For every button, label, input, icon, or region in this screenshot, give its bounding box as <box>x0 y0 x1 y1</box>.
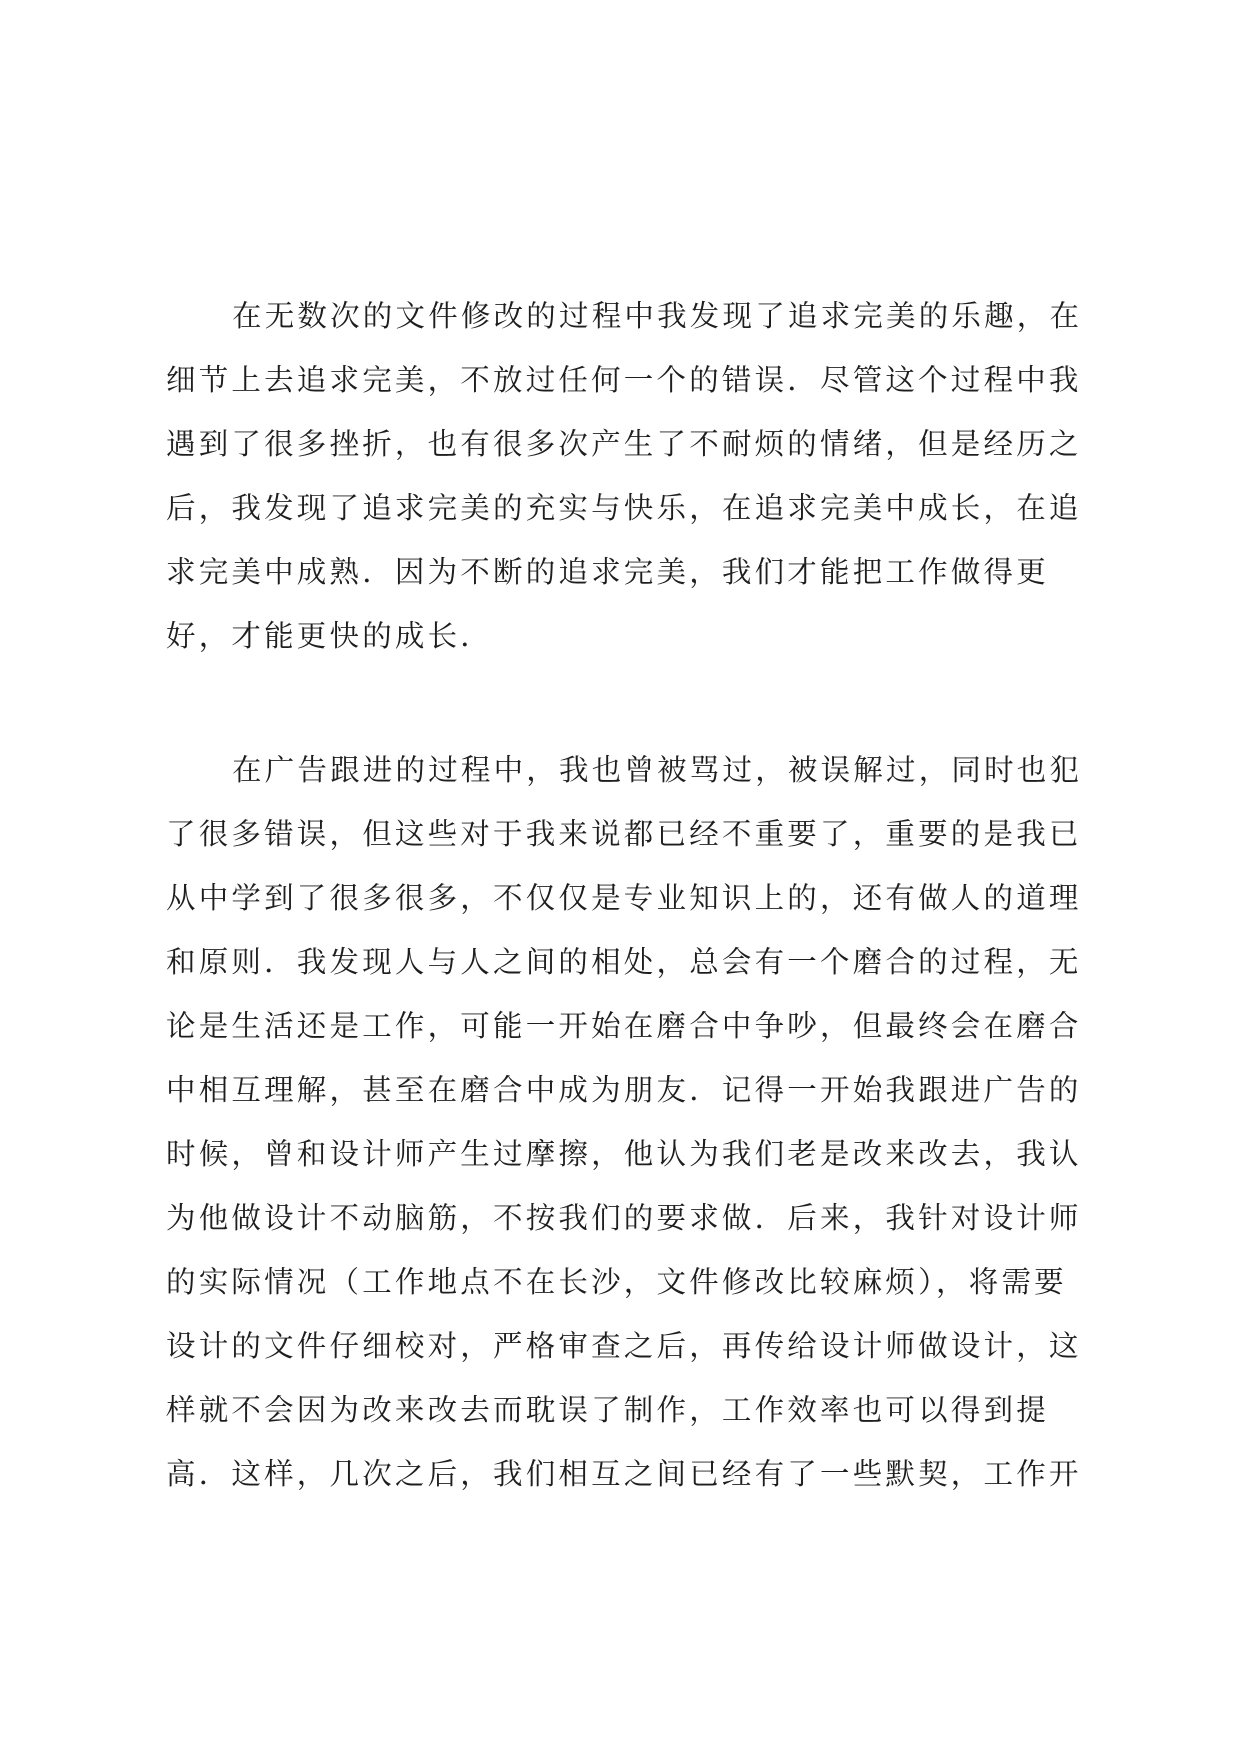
paragraph-line: 论是生活还是工作，可能一开始在磨合中争吵，但最终会在磨合 <box>166 1009 1082 1043</box>
paragraph-line: 设计的文件仔细校对，严格审查之后，再传给设计师做设计，这 <box>166 1329 1082 1363</box>
paragraph-line: 和原则．我发现人与人之间的相处，总会有一个磨合的过程，无 <box>166 945 1082 979</box>
paragraph-line: 时候，曾和设计师产生过摩擦，他认为我们老是改来改去，我认 <box>166 1137 1082 1171</box>
paragraph-line: 样就不会因为改来改去而耽误了制作，工作效率也可以得到提 <box>166 1393 1049 1427</box>
paragraph-line: 的实际情况（工作地点不在长沙，文件修改比较麻烦），将需要 <box>166 1265 1067 1299</box>
paragraph-line: 遇到了很多挫折，也有很多次产生了不耐烦的情绪，但是经历之 <box>166 427 1082 461</box>
paragraph-line: 为他做设计不动脑筋，不按我们的要求做．后来，我针对设计师 <box>166 1201 1082 1235</box>
paragraph-line: 好，才能更快的成长． <box>166 619 494 653</box>
paragraph-line: 后，我发现了追求完美的充实与快乐，在追求完美中成长，在追 <box>166 491 1082 525</box>
paragraph-line: 高．这样，几次之后，我们相互之间已经有了一些默契，工作开 <box>166 1457 1082 1491</box>
paragraph-line: 中相互理解，甚至在磨合中成为朋友．记得一开始我跟进广告的 <box>166 1073 1082 1107</box>
paragraph-line: 了很多错误，但这些对于我来说都已经不重要了，重要的是我已 <box>166 817 1082 851</box>
paragraph-line: 在无数次的文件修改的过程中我发现了追求完美的乐趣，在 <box>232 299 1083 333</box>
paragraph-line: 细节上去追求完美，不放过任何一个的错误．尽管这个过程中我 <box>166 363 1082 397</box>
paragraph-line: 求完美中成熟．因为不断的追求完美，我们才能把工作做得更 <box>166 555 1049 589</box>
paragraph-line: 在广告跟进的过程中，我也曾被骂过，被误解过，同时也犯 <box>232 753 1083 787</box>
paragraph-line: 从中学到了很多很多，不仅仅是专业知识上的，还有做人的道理 <box>166 881 1082 915</box>
